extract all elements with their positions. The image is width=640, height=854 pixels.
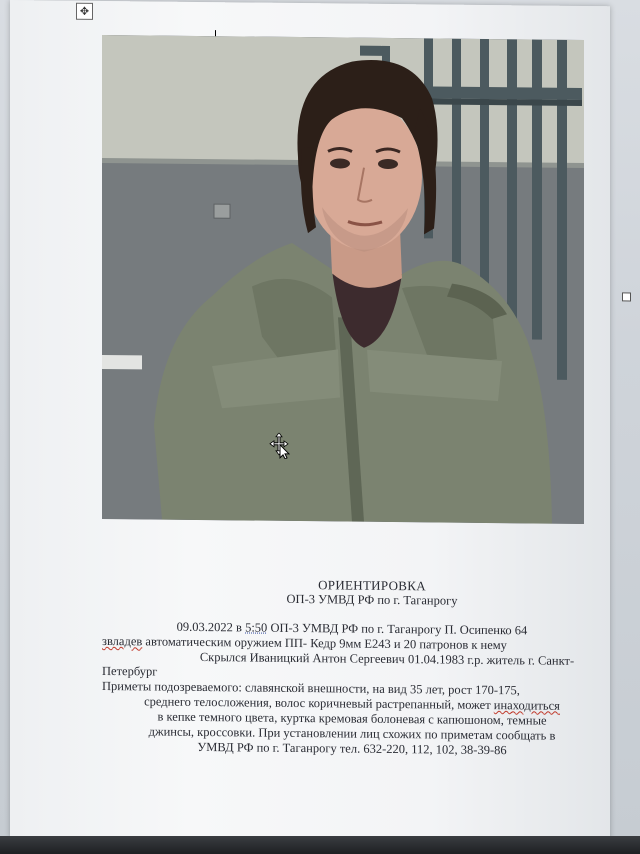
text-line-7: в кепке темного цвета, куртка кремовая болоневая с капюшоном, темные [157, 709, 547, 728]
document-page[interactable] [10, 0, 610, 844]
build-text: среднего телосложения, волос коричневый растрепанный, может [144, 694, 494, 713]
location-text: ОП-3 УМВД РФ по г. Таганрогу П. Осипенко 64 [267, 620, 528, 638]
table-resize-handle[interactable] [622, 292, 631, 301]
monitor-bezel [0, 836, 640, 854]
text-line-8: джинсы, кроссовки. При установлении лиц схожих по приметам сообщать в [148, 724, 556, 743]
text-line-9: УМВД РФ по г. Таганрогу тел. 632-220, 112, 102, 38-39-86 [197, 739, 507, 758]
notice-subheading: ОП-3 УМВД РФ по г. Таганрогу [286, 591, 458, 608]
photo-illustration [102, 35, 584, 524]
misspelled-word[interactable]: звладев [102, 633, 143, 649]
text-line-4: Петербург [102, 663, 158, 679]
move-cursor-icon [268, 433, 290, 459]
document-text[interactable] [102, 575, 602, 759]
weapon-text: автоматическим оружием ПП- Кедр 9мм Е243 и 20 патронов к нему [142, 634, 507, 653]
notice-heading: ОРИЕНТИРОВКА [318, 577, 426, 594]
suspect-photo[interactable] [102, 35, 584, 524]
date-text: 09.03.2022 в [176, 619, 246, 635]
text-line-3: Скрылся Иваницкий Антон Сергеевич 01.04.1983 г.р. житель г. Санкт- [199, 649, 575, 668]
text-line-5: Приметы подозреваемого: славянской внешности, на вид 35 лет, рост 170-175, [102, 678, 520, 698]
time-text: 5:50 [245, 620, 268, 635]
misspelled-word[interactable]: инаходиться [493, 698, 560, 713]
table-move-handle-icon[interactable]: ✥ [76, 3, 93, 20]
